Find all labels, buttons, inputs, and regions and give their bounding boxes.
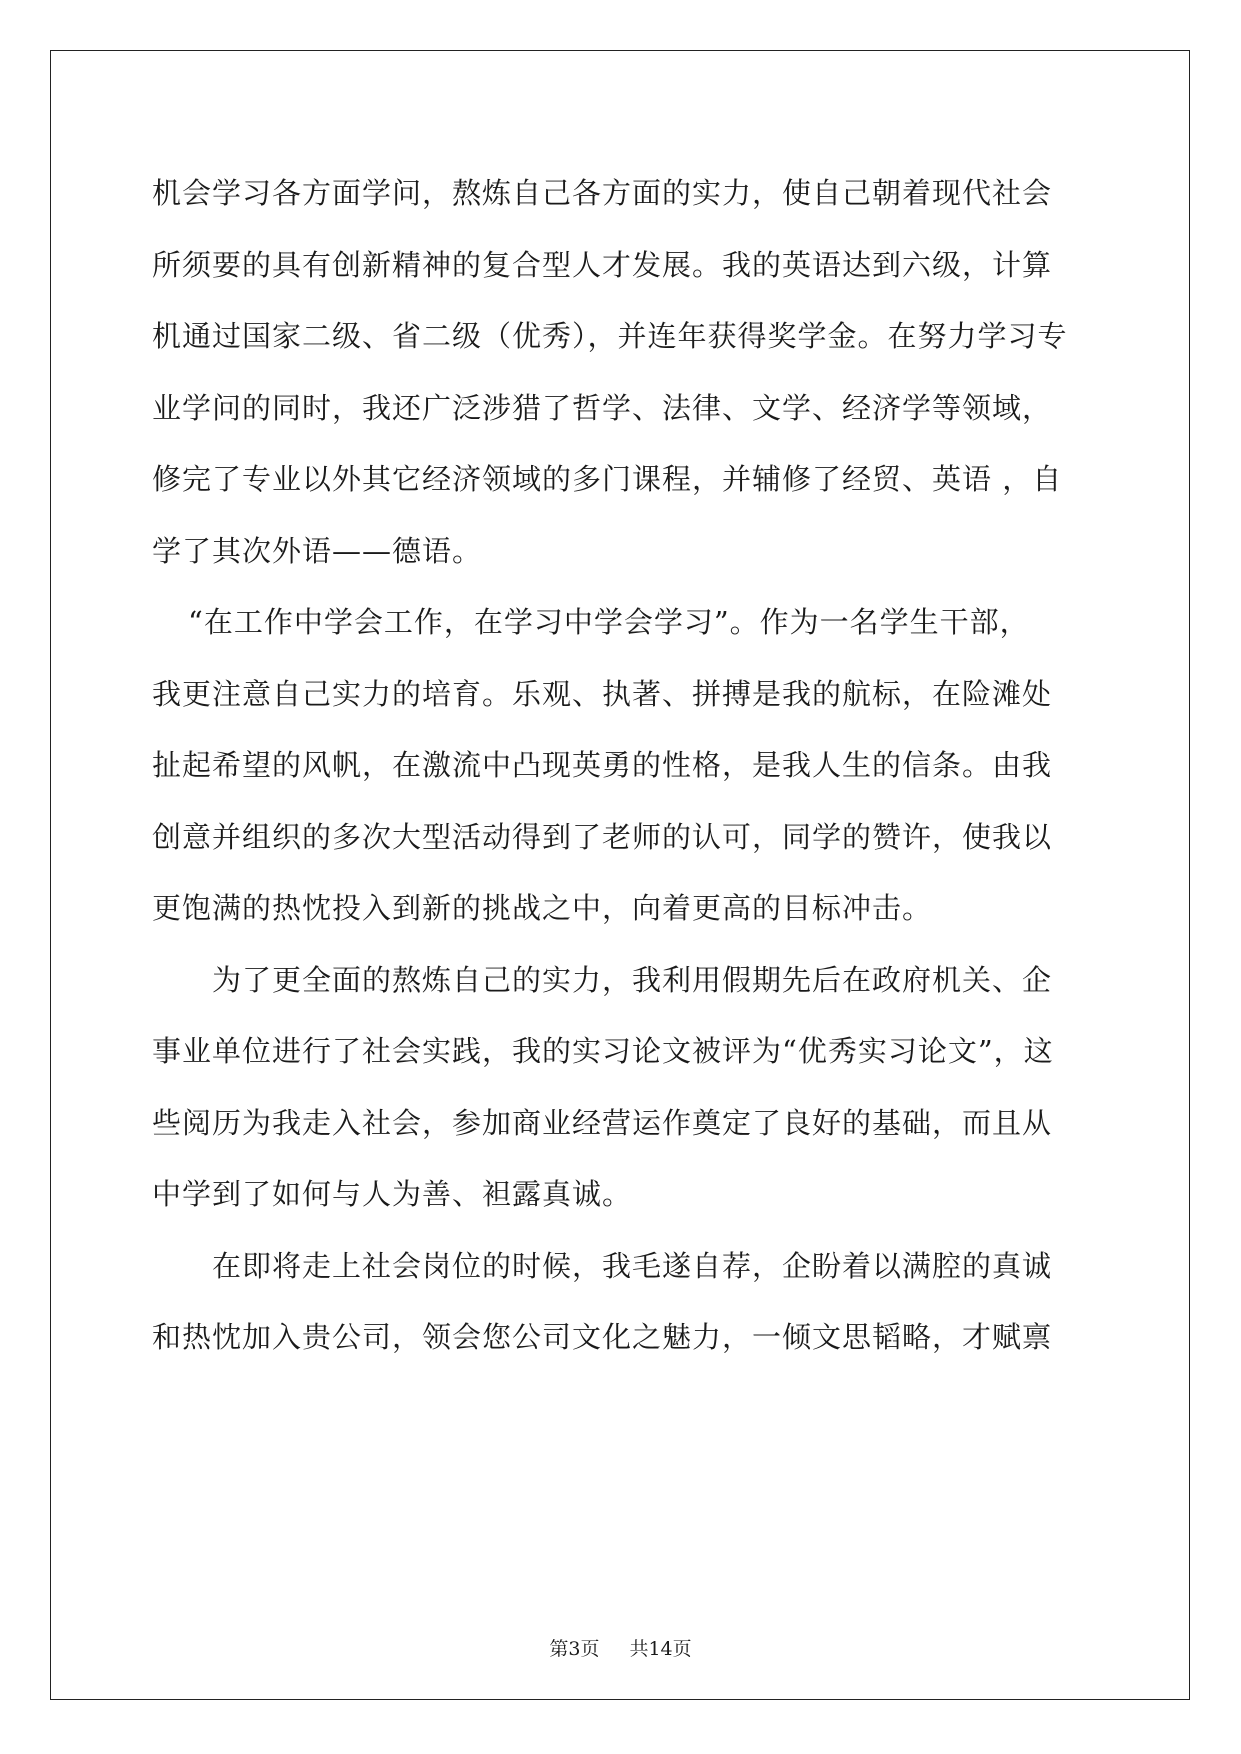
text-line: 和热忱加入贵公司，领会您公司文化之魅力，一倾文思韬略，才赋禀 [152, 1320, 1053, 1354]
text-line: 扯起希望的风帆，在激流中凸现英勇的性格，是我人生的信条。由我 [152, 748, 1053, 782]
page-total: 共14页 [629, 1638, 692, 1660]
text-line: 些阅历为我走入社会，参加商业经营运作奠定了良好的基础，而且从 [152, 1105, 1053, 1140]
text-line: 更饱满的热忱投入到新的挑战之中，向着更高的目标冲击。 [152, 891, 933, 925]
paragraph-start-line: 为了更全面的熬炼自己的实力，我利用假期先后在政府机关、企 [212, 962, 1053, 997]
text-line: 学了其次外语——德语。 [152, 533, 483, 568]
text-line: 事业单位进行了社会实践，我的实习论文被评为“优秀实习论文”，这 [152, 1034, 1054, 1068]
text-line: 机会学习各方面学问，熬炼自己各方面的实力，使自己朝着现代社会 [152, 176, 1053, 210]
page-number: 第3页 [549, 1638, 600, 1660]
text-line: 业学问的同时，我还广泛涉猎了哲学、法律、文学、经济学等领域， [152, 390, 1053, 425]
text-line: 我更注意自己实力的培育。乐观、执著、拼搏是我的航标，在险滩处 [152, 676, 1053, 711]
paragraph-start-line: 在即将走上社会岗位的时候，我毛遂自荐，企盼着以满腔的真诚 [212, 1248, 1053, 1283]
paragraph-start-line: “在工作中学会工作，在学习中学会学习”。作为一名学生干部， [188, 605, 1030, 639]
text-line: 所须要的具有创新精神的复合型人才发展。我的英语达到六级，计算 [152, 247, 1053, 282]
text-line: 中学到了如何与人为善、袒露真诚。 [152, 1177, 633, 1211]
page-footer [0, 1634, 1241, 1661]
body-text [152, 158, 1096, 1374]
text-line: 机通过国家二级、省二级（优秀），并连年获得奖学金。在努力学习专 [152, 319, 1068, 353]
text-line: 创意并组织的多次大型活动得到了老师的认可，同学的赞许，使我以 [152, 819, 1053, 854]
text-line: 修完了专业以外其它经济领域的多门课程，并辅修了经贸、英语 ，自 [152, 462, 1063, 496]
